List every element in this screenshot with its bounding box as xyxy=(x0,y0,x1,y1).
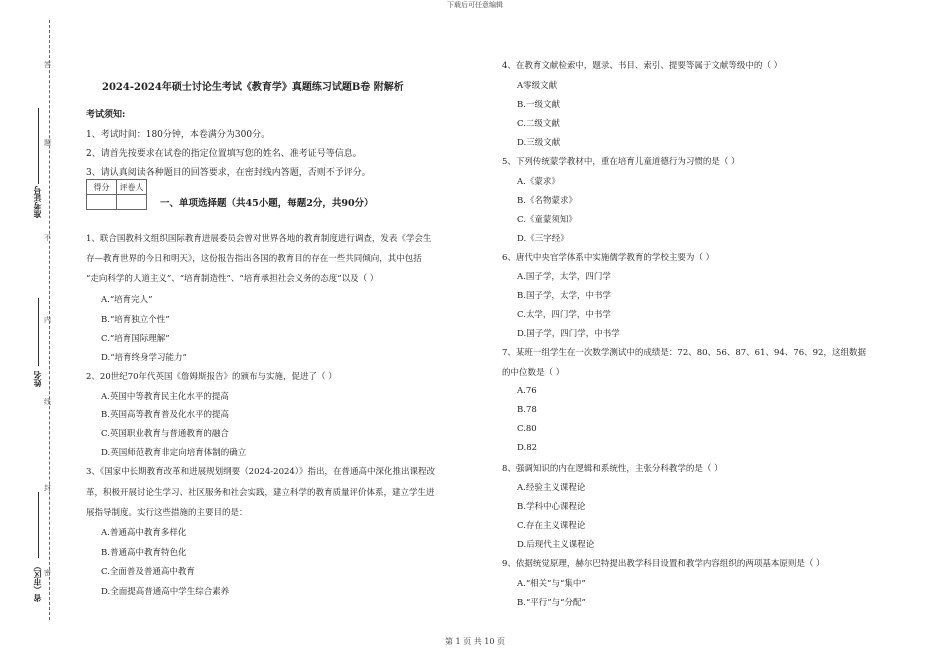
question-line: 存—教育世界的今日和明天》，这份报告指出各国的教育目的存在一些共同倾向，其中包括 xyxy=(86,254,422,264)
option-line: B.英国高等教育普及化水平的提高 xyxy=(101,410,229,420)
option-line: A.“相关”与“集中” xyxy=(517,579,586,589)
seal-char: 题 xyxy=(44,139,51,147)
exam-id-underline xyxy=(38,108,39,184)
option-line: B.普通高中教育特色化 xyxy=(101,548,187,558)
exam-id-label: 准考证号 xyxy=(32,186,42,218)
option-line: B.学科中心课程论 xyxy=(517,502,586,512)
question-line: 4、在教育文献检索中，题录、书目、索引、提要等属于文献等级中的（ ） xyxy=(502,61,783,71)
option-line: A零级文献 xyxy=(517,81,558,91)
option-line: A.国子学，太学，四门学 xyxy=(517,272,611,282)
option-line: A.《蒙求》 xyxy=(517,177,560,187)
notice-item: 3、请认真阅读各种题目的回答要求，在密封线内答题，否则不予评分。 xyxy=(86,168,371,178)
option-line: B.“平行”与“分配” xyxy=(517,598,586,608)
seal-char: 答 xyxy=(44,61,51,69)
question-line: 9、依据统觉原理，赫尔巴特提出教学科目设置和教学内容组织的两项基本原则是（ ） xyxy=(502,559,825,569)
question-line: 展指导制度。实行这些措施的主要目的是： xyxy=(86,508,248,518)
option-line: C.《童蒙须知》 xyxy=(517,215,577,225)
grader-label: 评卷人 xyxy=(117,180,147,195)
header-note: 下载后可任意编辑 xyxy=(447,1,503,9)
question-line: 3、《国家中长期教育改革和进展规划纲要（2024-2024）》指出，在普通高中深化推出课程改 xyxy=(86,467,436,477)
notice-item: 2、请首先按要求在试卷的指定位置填写您的姓名、准考证号等信息。 xyxy=(86,149,362,159)
seal-char: 内 xyxy=(44,316,51,324)
option-line: D.国子学，四门学，中书学 xyxy=(517,329,620,339)
question-line: 革，积极开展讨论生学习、社区服务和社会实践，建立科学的教育质量评价体系，建立学生进 xyxy=(86,488,435,498)
question-line: 的中位数是（ ） xyxy=(502,368,565,378)
seal-char: 封 xyxy=(44,484,51,492)
page-title: 2024-2024年硕士讨论生考试《教育学》真题练习试题B卷 附解析 xyxy=(102,82,404,93)
notice-item: 1、考试时间：180分钟，本卷满分为300分。 xyxy=(86,130,271,140)
option-line: C.英国职业教育与普通教育的融合 xyxy=(101,429,229,439)
option-line: D.后现代主义课程论 xyxy=(517,540,595,550)
question-line: 2、20世纪70年代英国《詹姆斯报告》的颁布与实施，促进了（ ） xyxy=(86,372,337,382)
option-line: A.英国中等教育民主化水平的提高 xyxy=(101,392,229,402)
score-cell xyxy=(87,195,117,210)
option-line: C.二级文献 xyxy=(517,119,560,129)
seal-char: 线 xyxy=(44,398,51,406)
score-box xyxy=(86,179,147,210)
page-number: 第 1 页 共 10 页 xyxy=(445,637,505,646)
option-line: B.78 xyxy=(517,405,537,415)
option-line: D.全面提高普通高中学生综合素养 xyxy=(101,587,230,597)
question-line: 5、下列传统蒙学教材中，重在培育儿童道德行为习惯的是（ ） xyxy=(502,157,740,167)
seal-char: 不 xyxy=(44,234,51,242)
question-line: 8、强调知识的内在逻辑和系统性，主张分科教学的是（ ） xyxy=(502,464,723,474)
seal-char: 密 xyxy=(44,569,51,577)
score-label: 得分 xyxy=(87,180,117,195)
province-label: 省（市区） xyxy=(32,562,42,602)
option-line: C.“培育国际理解” xyxy=(101,334,170,344)
option-line: A.经验主义课程论 xyxy=(517,483,586,493)
option-line: D.82 xyxy=(517,443,538,453)
name-underline xyxy=(38,298,39,366)
province-underline xyxy=(38,492,39,558)
option-line: B.国子学，太学，中书学 xyxy=(517,291,611,301)
question-line: 6、唐代中央官学体系中实施儒学教育的学校主要为（ ） xyxy=(502,253,715,263)
notice-title: 考试须知: xyxy=(86,110,126,120)
option-line: C.80 xyxy=(517,424,537,434)
section-title: 一、单项选择题（共45小题，每题2分，共90分） xyxy=(160,198,374,209)
question-line: 7、某班一组学生在一次数学测试中的成绩是：72、80、56、87、61、94、76、92，这组数据 xyxy=(502,348,866,358)
option-line: C.太学，四门学，中书学 xyxy=(517,310,611,320)
option-line: C.存在主义课程论 xyxy=(517,521,586,531)
option-line: A.普通高中教育多样化 xyxy=(101,528,187,538)
option-line: B.《名物蒙求》 xyxy=(517,196,577,206)
option-line: B.一级文献 xyxy=(517,100,560,110)
option-line: D.《三字经》 xyxy=(517,234,569,244)
option-line: D.“培育终身学习能力” xyxy=(101,353,187,363)
option-line: A.“培育完人” xyxy=(101,295,153,305)
option-line: A.76 xyxy=(517,386,537,396)
grader-cell xyxy=(117,195,147,210)
option-line: C.全面普及普通高中教育 xyxy=(101,567,195,577)
name-label: 姓名 xyxy=(32,371,42,387)
question-line: “走向科学的人道主义”、“培育制造性”、“培育承担社会义务的态度”以及（ ） xyxy=(86,274,379,284)
option-line: D.英国师范教育非定向培育体制的确立 xyxy=(101,448,247,458)
option-line: B.“培育独立个性” xyxy=(101,315,170,325)
question-line: 1、联合国教科文组织国际教育进展委员会曾对世界各地的教育制度进行调查，发表《学会生 xyxy=(86,234,432,244)
option-line: D.三级文献 xyxy=(517,138,561,148)
